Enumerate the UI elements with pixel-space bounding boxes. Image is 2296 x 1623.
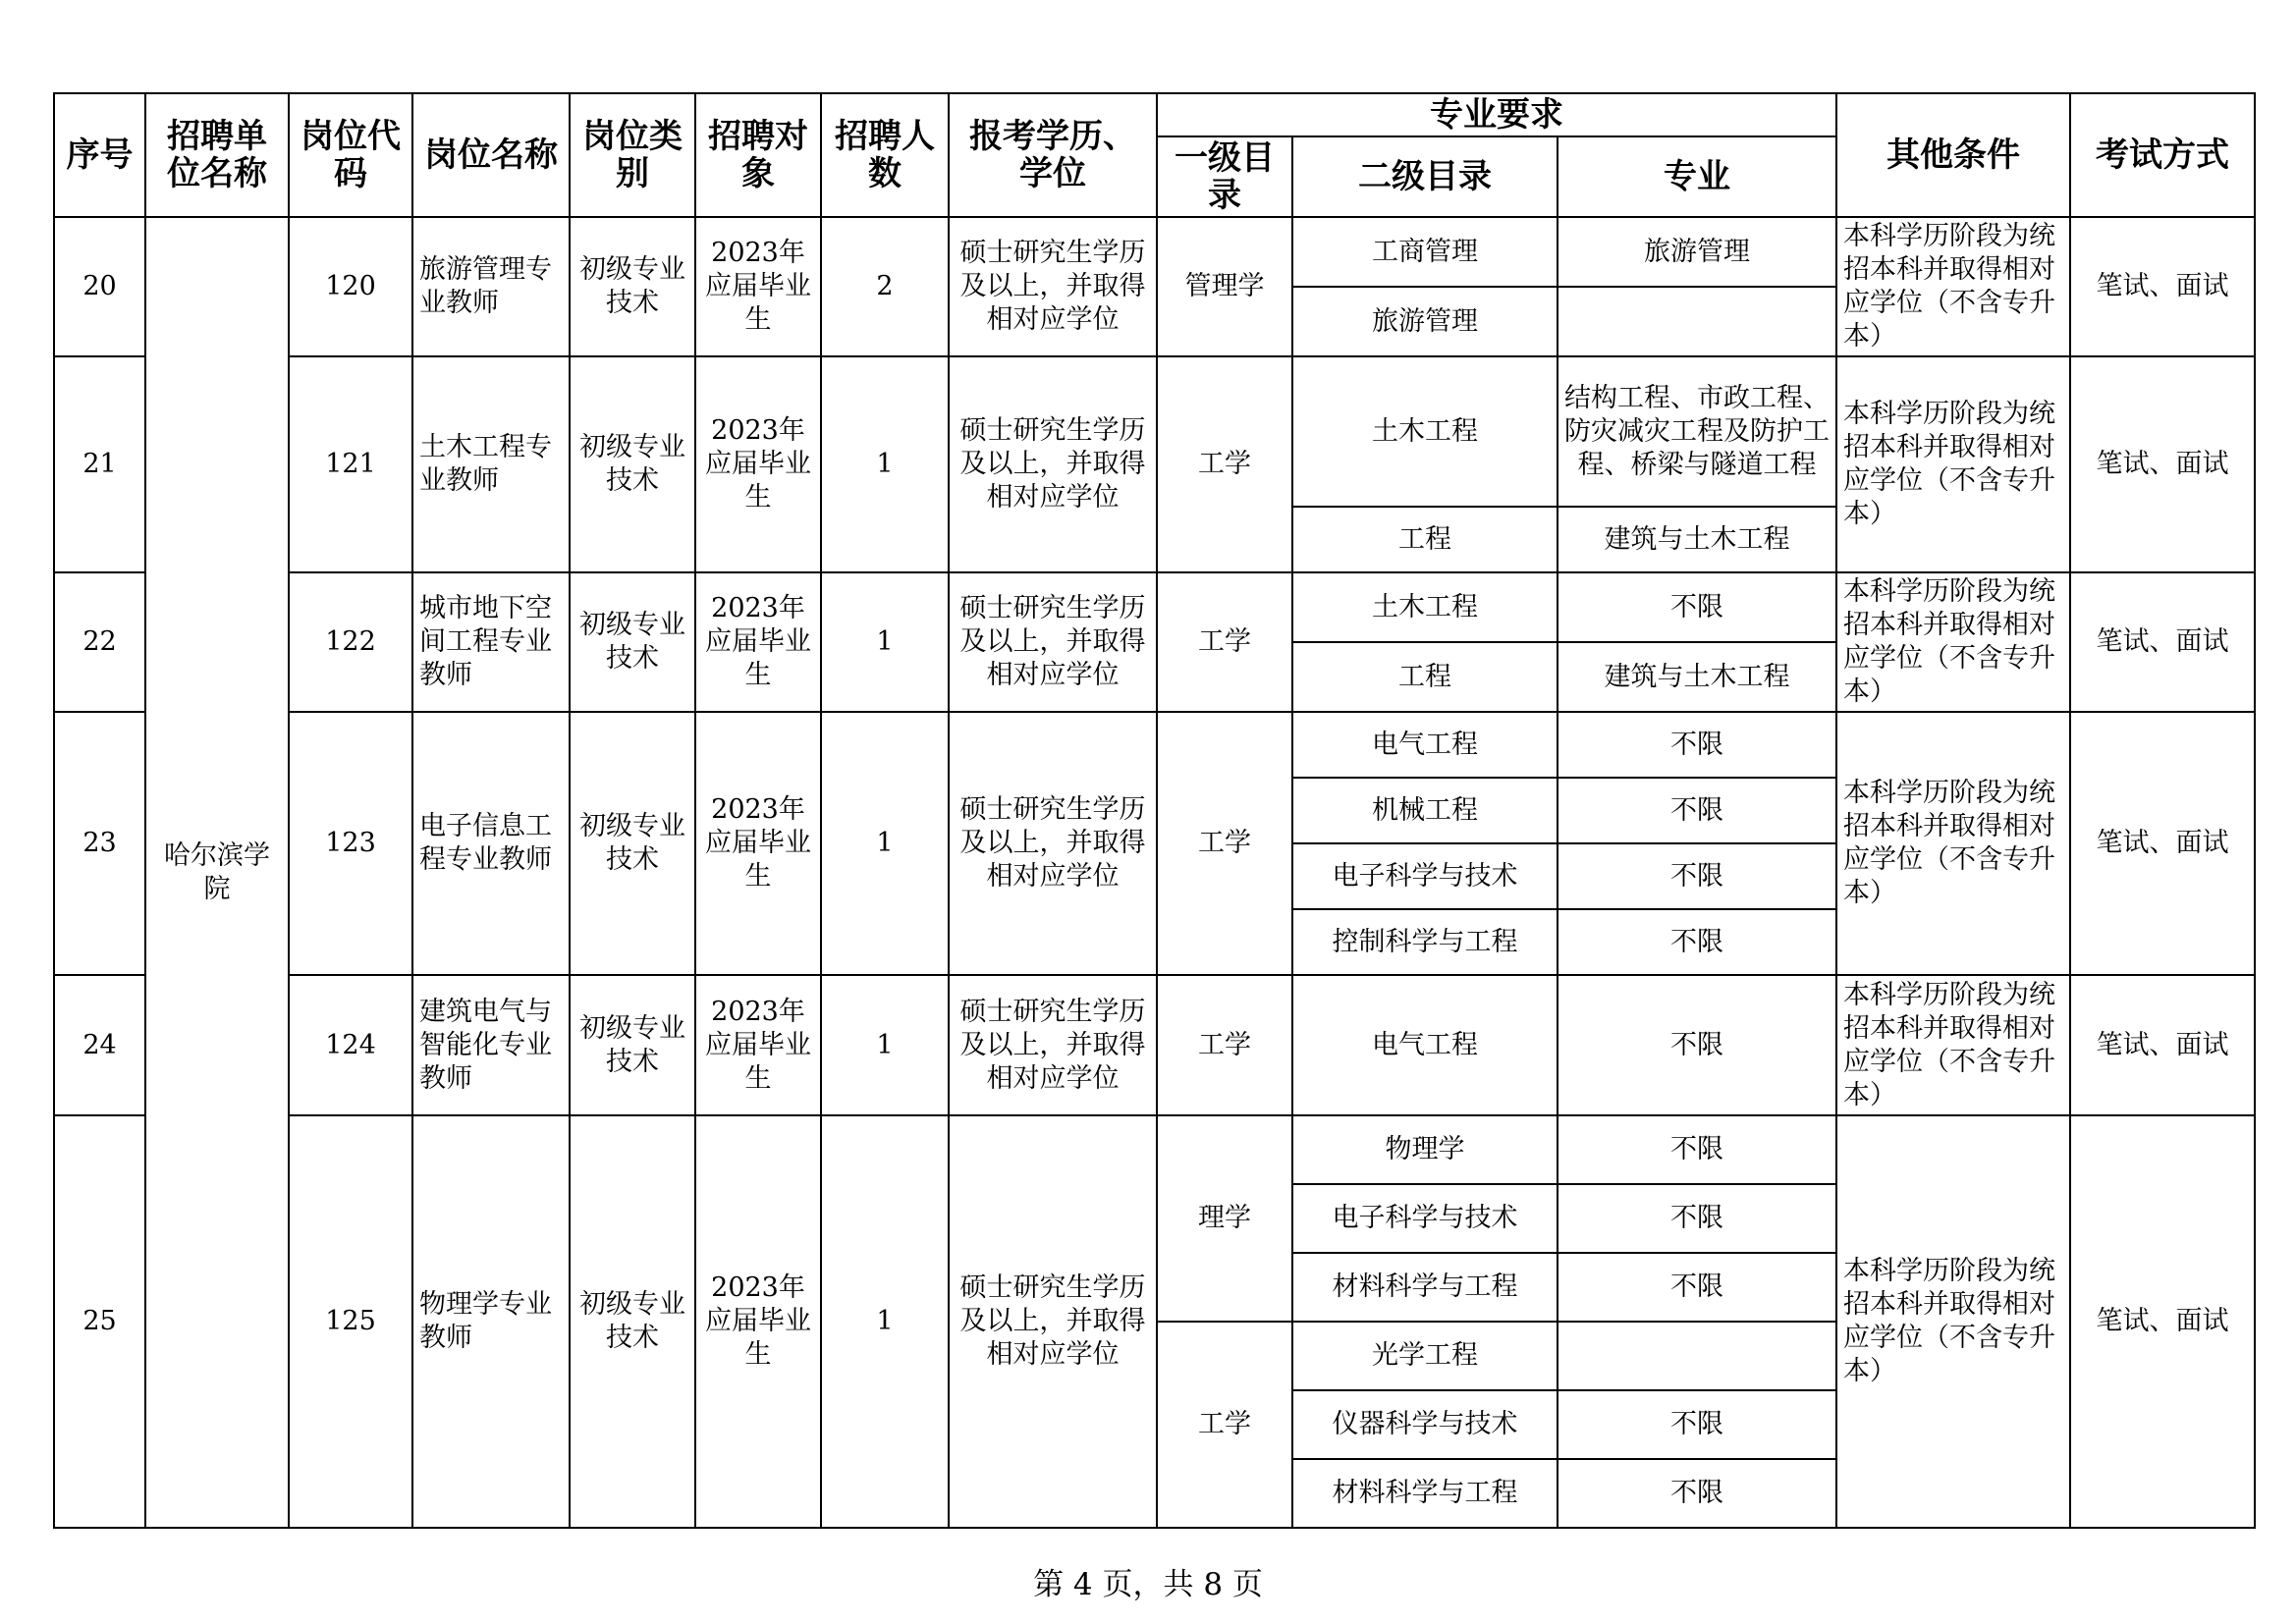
header-exam: 考试方式 — [2070, 93, 2255, 217]
row-other: 本科学历阶段为统招本科并取得相对应学位（不含专升本） — [1836, 712, 2070, 975]
row-target: 2023年应届毕业生 — [695, 712, 821, 975]
row-level2: 土木工程 — [1292, 356, 1558, 507]
row-exam: 笔试、面试 — [2070, 1115, 2255, 1528]
row-seq: 24 — [54, 975, 145, 1115]
row-major: 不限 — [1558, 712, 1836, 778]
row-other: 本科学历阶段为统招本科并取得相对应学位（不含专升本） — [1836, 1115, 2070, 1528]
row-level2: 控制科学与工程 — [1292, 909, 1558, 975]
row-major: 结构工程、市政工程、防灾减灾工程及防护工程、桥梁与隧道工程 — [1558, 356, 1836, 507]
row-target: 2023年应届毕业生 — [695, 572, 821, 712]
row-major: 不限 — [1558, 1115, 1836, 1184]
row-target: 2023年应届毕业生 — [695, 975, 821, 1115]
row-level2: 电子科学与技术 — [1292, 843, 1558, 909]
header-unit: 招聘单位名称 — [145, 93, 289, 217]
row-other: 本科学历阶段为统招本科并取得相对应学位（不含专升本） — [1836, 217, 2070, 356]
row-major: 不限 — [1558, 1253, 1836, 1322]
row-post-type: 初级专业技术 — [570, 712, 695, 975]
row-major: 不限 — [1558, 1459, 1836, 1528]
row-level2: 电气工程 — [1292, 975, 1558, 1115]
row-post-name: 土木工程专业教师 — [412, 356, 570, 572]
row-level2: 旅游管理 — [1292, 287, 1558, 356]
header-level1: 一级目录 — [1157, 136, 1292, 217]
row-count: 2 — [821, 217, 949, 356]
row-education: 硕士研究生学历及以上，并取得相对应学位 — [949, 1115, 1157, 1528]
row-major: 建筑与土木工程 — [1558, 507, 1836, 572]
row-code: 124 — [289, 975, 412, 1115]
row-major — [1558, 287, 1836, 356]
row-education: 硕士研究生学历及以上，并取得相对应学位 — [949, 712, 1157, 975]
row-major: 不限 — [1558, 1184, 1836, 1253]
row-post-type: 初级专业技术 — [570, 356, 695, 572]
row-level2: 物理学 — [1292, 1115, 1558, 1184]
header-major: 专业 — [1558, 136, 1836, 217]
row-target: 2023年应届毕业生 — [695, 1115, 821, 1528]
recruitment-table — [53, 92, 2256, 1529]
header-post-name: 岗位名称 — [412, 93, 570, 217]
header-target: 招聘对象 — [695, 93, 821, 217]
row-level2: 土木工程 — [1292, 572, 1558, 642]
row-seq: 20 — [54, 217, 145, 356]
row-post-type: 初级专业技术 — [570, 217, 695, 356]
row-count: 1 — [821, 356, 949, 572]
page-footer: 第 4 页，共 8 页 — [1033, 1567, 1263, 1602]
row-major: 不限 — [1558, 778, 1836, 843]
row-level1: 工学 — [1157, 1322, 1292, 1528]
row-other: 本科学历阶段为统招本科并取得相对应学位（不含专升本） — [1836, 356, 2070, 572]
row-post-name: 城市地下空间工程专业教师 — [412, 572, 570, 712]
row-major — [1558, 1322, 1836, 1390]
row-exam: 笔试、面试 — [2070, 975, 2255, 1115]
row-other: 本科学历阶段为统招本科并取得相对应学位（不含专升本） — [1836, 975, 2070, 1115]
header-major-requirement: 专业要求 — [1157, 93, 1836, 136]
row-count: 1 — [821, 572, 949, 712]
row-level2: 工程 — [1292, 507, 1558, 572]
row-major: 不限 — [1558, 843, 1836, 909]
row-education: 硕士研究生学历及以上，并取得相对应学位 — [949, 217, 1157, 356]
row-major: 不限 — [1558, 909, 1836, 975]
row-other: 本科学历阶段为统招本科并取得相对应学位（不含专升本） — [1836, 572, 2070, 712]
header-education: 报考学历、学位 — [949, 93, 1157, 217]
row-education: 硕士研究生学历及以上，并取得相对应学位 — [949, 356, 1157, 572]
row-level2: 材料科学与工程 — [1292, 1459, 1558, 1528]
header-code: 岗位代码 — [289, 93, 412, 217]
row-level1: 工学 — [1157, 975, 1292, 1115]
row-level2: 机械工程 — [1292, 778, 1558, 843]
row-major: 建筑与土木工程 — [1558, 642, 1836, 712]
row-post-name: 物理学专业教师 — [412, 1115, 570, 1528]
row-code: 125 — [289, 1115, 412, 1528]
row-exam: 笔试、面试 — [2070, 356, 2255, 572]
row-seq: 21 — [54, 356, 145, 572]
row-exam: 笔试、面试 — [2070, 217, 2255, 356]
row-post-name: 旅游管理专业教师 — [412, 217, 570, 356]
row-major: 不限 — [1558, 975, 1836, 1115]
row-post-name: 建筑电气与智能化专业教师 — [412, 975, 570, 1115]
row-level1: 工学 — [1157, 356, 1292, 572]
row-level2: 工商管理 — [1292, 217, 1558, 287]
row-count: 1 — [821, 975, 949, 1115]
row-code: 122 — [289, 572, 412, 712]
row-exam: 笔试、面试 — [2070, 572, 2255, 712]
row-seq: 22 — [54, 572, 145, 712]
header-post-type: 岗位类别 — [570, 93, 695, 217]
row-level2: 电子科学与技术 — [1292, 1184, 1558, 1253]
row-level2: 工程 — [1292, 642, 1558, 712]
row-count: 1 — [821, 1115, 949, 1528]
row-level1: 管理学 — [1157, 217, 1292, 356]
header-other: 其他条件 — [1836, 93, 2070, 217]
row-post-name: 电子信息工程专业教师 — [412, 712, 570, 975]
row-code: 123 — [289, 712, 412, 975]
row-major: 不限 — [1558, 572, 1836, 642]
header-seq: 序号 — [54, 93, 145, 217]
row-seq: 25 — [54, 1115, 145, 1528]
row-post-type: 初级专业技术 — [570, 975, 695, 1115]
header-level2: 二级目录 — [1292, 136, 1558, 217]
row-seq: 23 — [54, 712, 145, 975]
row-target: 2023年应届毕业生 — [695, 217, 821, 356]
row-count: 1 — [821, 712, 949, 975]
unit-name: 哈尔滨学院 — [145, 217, 289, 1528]
row-level1: 工学 — [1157, 572, 1292, 712]
row-target: 2023年应届毕业生 — [695, 356, 821, 572]
row-education: 硕士研究生学历及以上，并取得相对应学位 — [949, 572, 1157, 712]
row-code: 121 — [289, 356, 412, 572]
row-code: 120 — [289, 217, 412, 356]
row-level2: 仪器科学与技术 — [1292, 1390, 1558, 1459]
row-level2: 光学工程 — [1292, 1322, 1558, 1390]
row-level2: 电气工程 — [1292, 712, 1558, 778]
row-post-type: 初级专业技术 — [570, 1115, 695, 1528]
row-level1: 工学 — [1157, 712, 1292, 975]
row-level1: 理学 — [1157, 1115, 1292, 1322]
row-level2: 材料科学与工程 — [1292, 1253, 1558, 1322]
row-education: 硕士研究生学历及以上，并取得相对应学位 — [949, 975, 1157, 1115]
row-major: 旅游管理 — [1558, 217, 1836, 287]
header-count: 招聘人数 — [821, 93, 949, 217]
row-exam: 笔试、面试 — [2070, 712, 2255, 975]
row-post-type: 初级专业技术 — [570, 572, 695, 712]
row-major: 不限 — [1558, 1390, 1836, 1459]
